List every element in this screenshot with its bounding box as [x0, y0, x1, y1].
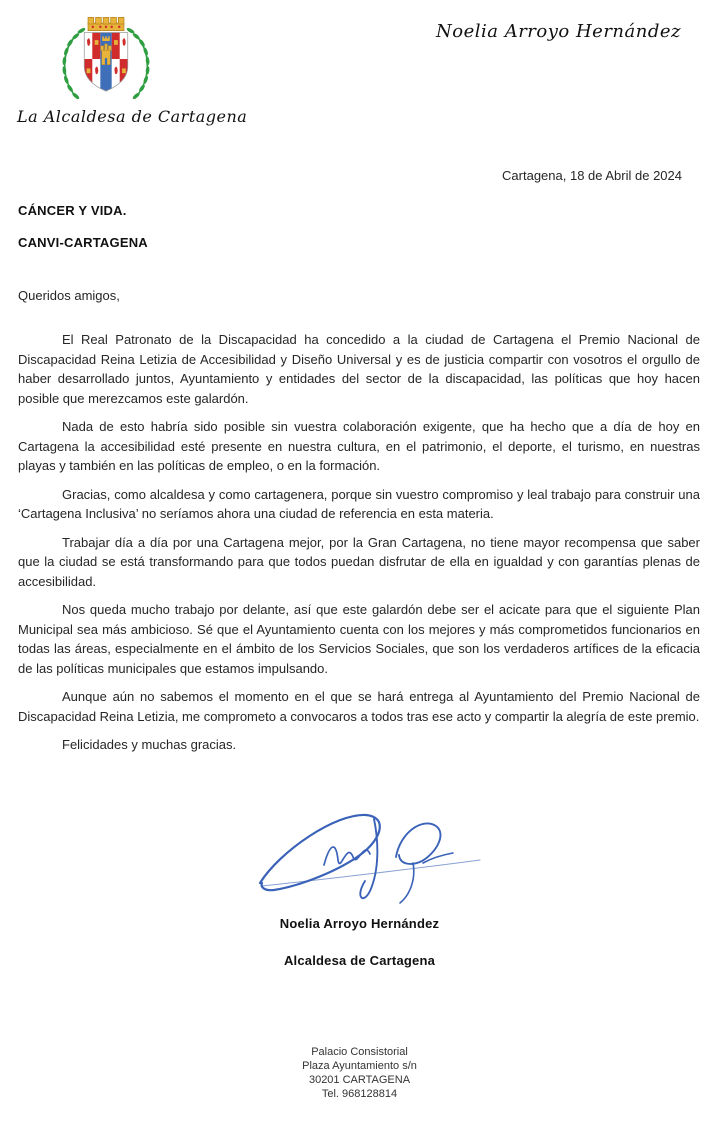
recipient-line: CANVI-CARTAGENA [18, 235, 148, 250]
letter-body [18, 330, 700, 764]
body-paragraph: Nos queda mucho trabajo por delante, así que este galardón debe ser el acicate para que el siguiente Plan Municipal sea más ambicioso. Sé que el Ayuntamiento cuenta con los mejores y más comprometidos funcionarios en todas las áreas, especialmente en el ámbito de los Servicios Sociales, que son los verdaderos artífices de la eficacia de las políticas municipales que estamos impulsando. [18, 602, 700, 676]
body-paragraph: El Real Patronato de la Discapacidad ha concedido a la ciudad de Cartagena el Premio Nacional de Discapacidad Reina Letizia de Accesibilidad y Diseño Universal y es de justicia compartir con vosotros el orgullo de haber desarrollado juntos, Ayuntamiento y entidades del sector de la discapacidad, las políticas que hoy hacen posible que merezcamos este galardón. [18, 332, 700, 406]
footer-address [0, 1045, 719, 1101]
handwritten-signature-icon [248, 793, 488, 913]
footer-line: Plaza Ayuntamiento s/n [302, 1060, 417, 1072]
salutation: Queridos amigos, [18, 288, 120, 303]
footer-line: 30201 CARTAGENA [308, 1074, 411, 1086]
body-paragraph: Aunque aún no sabemos el momento en el que se hará entrega al Ayuntamiento del Premio Nacional de Discapacidad Reina Letizia, me comprometo a convocaros a todos tras ese acto y compartir la alegría de este premio. [18, 689, 700, 724]
recipient-line: CÁNCER Y VIDA. [18, 203, 127, 218]
footer-line: Palacio Consistorial [311, 1046, 408, 1058]
signatory-title: Alcaldesa de Cartagena [283, 953, 436, 968]
dateline: Cartagena, 18 de Abril de 2024 [502, 168, 682, 183]
header-author-name: Noelia Arroyo Hernández [435, 21, 681, 42]
cartagena-coat-of-arms-icon [54, 13, 158, 110]
body-paragraph: Nada de esto habría sido posible sin vuestra colaboración exigente, que ha hecho que a día de hoy en Cartagena la accesibilidad esté presente en nuestra cultura, en el patrimonio, el deporte, el turismo, en nuestras playas y también en las políticas de empleo, o en la formación. [18, 419, 700, 473]
body-paragraph: Trabajar día a día por una Cartagena mejor, por la Gran Cartagena, no tiene mayor recompensa que saber que la ciudad se está transformando para que todos puedan disfrutar de ella en igualdad y con garantías plenas de accesibilidad. [18, 534, 700, 589]
signatory-name: Noelia Arroyo Hernández [279, 916, 440, 931]
closing-line: Felicidades y muchas gracias. [62, 737, 237, 752]
body-paragraph: Gracias, como alcaldesa y como cartagenera, porque sin vuestro compromiso y leal trabajo para construir una ‘Cartagena Inclusiva’ no seríamos ahora una ciudad de referencia en esta materia. [18, 486, 700, 521]
crest-caption: La Alcaldesa de Cartagena [17, 107, 248, 126]
footer-line: Tel. 968128814 [321, 1088, 398, 1100]
recipient-block [18, 203, 148, 267]
